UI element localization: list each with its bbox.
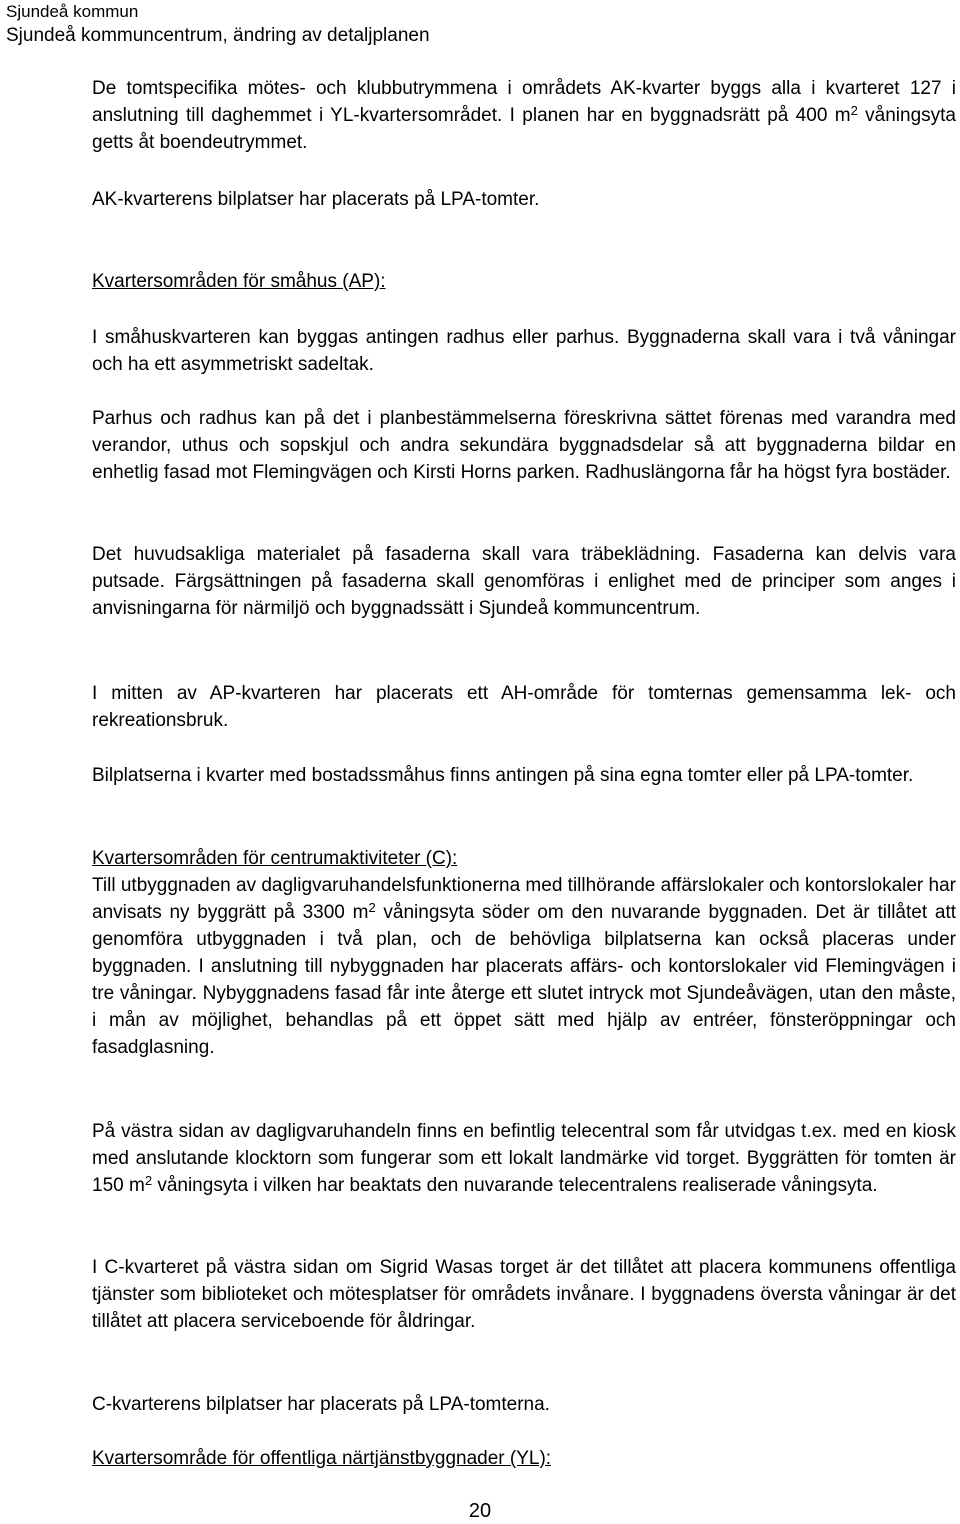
superscript: 2 — [368, 900, 376, 915]
heading-ap: Kvartersområden för småhus (AP): — [92, 271, 386, 292]
header-municipality: Sjundeå kommun — [6, 2, 139, 21]
paragraph-ap-ah-area: I mitten av AP-kvarteren har placerats ett AH-område för tomternas gemensamma lek- och rekreationsbruk. — [92, 683, 956, 731]
paragraph-text: De tomtspecifika mötes- och klubbutrymmena i områdets AK-kvarter byggs alla i kvarteret 127 i anslutning till daghemmet i YL-kvartersområdet. I planen har en byggnadsrätt på 400 m — [92, 78, 956, 126]
paragraph-text: våningsyta söder om den nuvarande byggnaden. Det är tillåtet att genomföra utbyggnaden i två plan, och de behövliga bilplatserna kan också placeras under byggnaden. I anslutning till nybyggnaden har placerats affärs- och kontorslokaler vid Flemingvägen i tre våningar. Nybyggnadens fasad får inte återge ett slutet intryck mot Sjundeåvägen, utan den måste, i mån av möjlighet, behandlas på ett öppet sätt med hjälp av entréer, fönsteröppningar och fasadglasning. — [92, 902, 957, 1058]
paragraph-text: På västra sidan av dagligvaruhandeln finns en befintlig telecentral som får utvidgas t.ex. med en kiosk med anslutande klocktorn som fungerar som ett lokalt landmärke vid torget. Byggrätten för tomten är 150 m — [92, 1121, 956, 1196]
paragraph-c-telecentral — [92, 1118, 956, 1199]
paragraph-ak-parking: AK-kvarterens bilplatser har placerats på LPA-tomter. — [92, 189, 540, 210]
paragraph-ap-pair-row-houses: Parhus och radhus kan på det i planbestämmelserna föreskrivna sättet förenas med varandra med verandor, uthus och sopskjul och andra sekundära byggnadsdelar så att byggnaderna bildar en enhetlig fasad mot Flemingvägen och Kirsti Horns parken. Radhuslängorna får ha högst fyra bostäder. — [92, 408, 956, 483]
paragraph-c-public-services: I C-kvarteret på västra sidan om Sigrid Wasas torget är det tillåtet att placera kommunens offentliga tjänster som biblioteket och mötesplatser för områdets invånare. I byggnadens översta våningar är det tillåtet att placera serviceboende för åldringar. — [92, 1257, 956, 1332]
paragraph-ak-meeting-spaces — [92, 75, 956, 156]
paragraph-ap-facade-materials: Det huvudsakliga materialet på fasaderna skall vara träbeklädning. Fasaderna kan delvis vara putsade. Färgsättningen på fasaderna skall genomföras i enlighet med de principer som anges i anvisningarna för närmiljö och byggnadssätt i Sjundeå kommuncentrum. — [92, 544, 956, 619]
paragraph-text: våningsyta i vilken har beaktats den nuvarande telecentralens realiserade våningsyta. — [152, 1175, 878, 1196]
paragraph-ap-parking: Bilplatserna i kvarter med bostadssmåhus finns antingen på sina egna tomter eller på LPA-tomter. — [92, 765, 914, 786]
heading-c: Kvartersområden för centrumaktiviteter (C): — [92, 848, 458, 869]
page-header — [6, 0, 430, 49]
paragraph-text: Till utbyggnaden av dagligvaruhandelsfunktionerna med tillhörande affärslokaler och kontorslokaler har anvisats ny byggrätt på 3300 m — [92, 875, 956, 923]
header-document-title: Sjundeå kommuncentrum, ändring av detaljplanen — [6, 25, 430, 46]
paragraph-c-retail-expansion — [92, 872, 956, 1061]
superscript: 2 — [850, 103, 858, 118]
heading-yl: Kvartersområde för offentliga närtjänstbyggnader (YL): — [92, 1448, 552, 1469]
paragraph-text: våningsyta getts åt boendeutrymmet. — [92, 105, 956, 153]
page-number: 20 — [468, 1500, 492, 1522]
paragraph-c-parking: C-kvarterens bilplatser har placerats på LPA-tomterna. — [92, 1394, 550, 1415]
superscript: 2 — [144, 1173, 153, 1188]
paragraph-ap-intro: I småhuskvarteren kan byggas antingen radhus eller parhus. Byggnaderna skall vara i två våningar och ha ett asymmetriskt sadeltak. — [92, 327, 956, 375]
